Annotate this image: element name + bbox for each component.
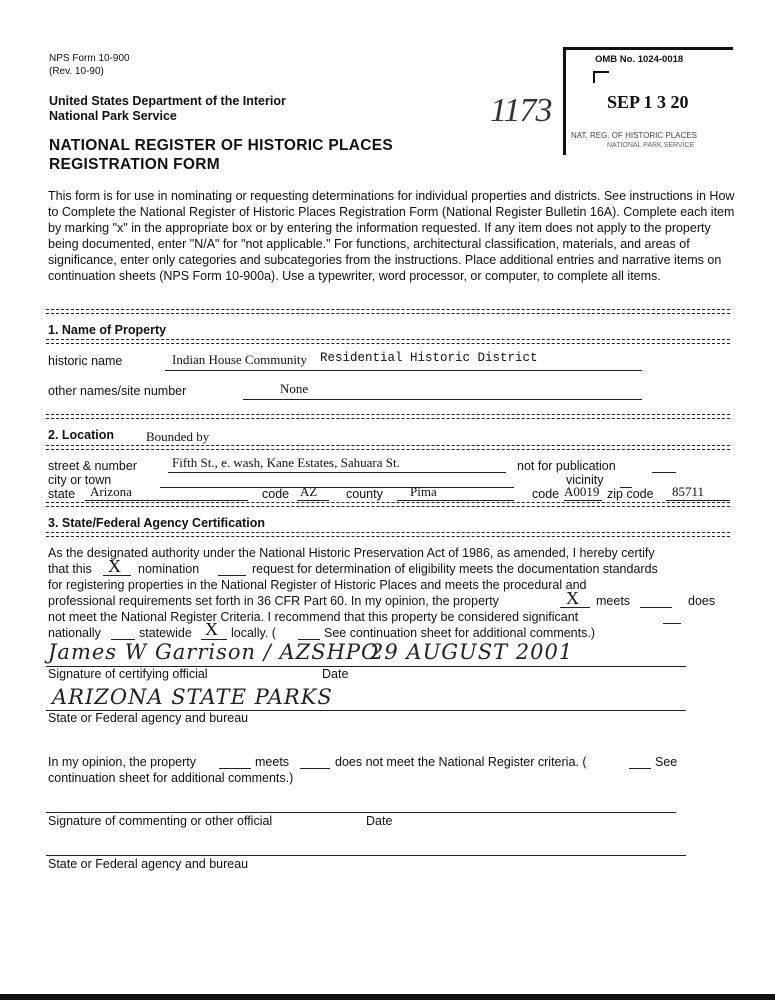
location-note: Bounded by	[146, 429, 210, 444]
historic-name-typed[interactable]: Residential Historic District	[320, 351, 538, 365]
stamp-left-border	[563, 47, 566, 155]
commenting-agency-line	[46, 855, 686, 856]
instructions-paragraph: This form is for use in nominating or requesting determinations for individual properties and districts. See instructions in How to Complete the National Register of Historic Places Registration Form (National Register Bulletin 16A). Complete each item by marking "x" in the appropriate box or by entering the information requested. If any item does not apply to the property being documented, enter "N/A" for "not applicable." For functions, architectural classification, materials, and areas of significance, enter only categories and subcategories from the instructions. Place additional entries and narrative items on continuation sheets (NPS Form 10-900a). Use a typewriter, word processor, or computer, to complete all items.	[48, 189, 735, 284]
department-name: United States Department of the Interior	[49, 94, 286, 108]
commenting-signature-label: Signature of commenting or other official	[48, 814, 273, 828]
other-names-line	[243, 399, 642, 400]
handwritten-reference-number: 1173	[490, 92, 552, 129]
significance-line	[663, 623, 681, 624]
stamp-omb-number: OMB No. 1024-0018	[595, 54, 684, 65]
certification-line-1: As the designated authority under the National Historic Preservation Act of 1986, as amended, I hereby certify	[48, 546, 655, 560]
not-for-publication-label: not for publication	[517, 459, 616, 473]
scan-bottom-edge	[0, 994, 775, 1000]
certifying-signature: James W Garrison / AZSHPO	[48, 640, 380, 664]
state-line	[85, 500, 248, 501]
certification-line-6d: See continuation sheet for additional comments.)	[324, 626, 595, 640]
city-town-label: city or town	[48, 473, 112, 487]
separator	[46, 414, 730, 421]
form-revision: (Rev. 10-90)	[49, 66, 104, 77]
commenting-signature-line	[46, 812, 676, 813]
county-label: county	[346, 487, 383, 501]
stamp-corner-mark	[593, 71, 609, 83]
certification-line-2c: request for determination of eligibility meets the documentation standards	[252, 562, 658, 576]
certification-line-4b: meets	[596, 594, 631, 608]
determination-checkbox[interactable]	[218, 575, 246, 576]
commenting-line-2: continuation sheet for additional comments.)	[48, 771, 294, 785]
stamp-top-border	[563, 47, 733, 50]
meets-mark: X	[566, 588, 579, 608]
separator	[46, 445, 730, 452]
certification-line-4c: does	[688, 594, 716, 608]
stamp-park-service-line: NATIONAL PARK SERVICE	[607, 142, 695, 149]
not-for-publication-checkbox[interactable]	[652, 472, 676, 473]
zip-code-value[interactable]: 85711	[672, 484, 705, 499]
certification-line-5: not meet the National Register Criteria. I recommend that this property be considered significant	[48, 610, 579, 624]
section-2-heading: 2. Location	[48, 428, 114, 442]
commenting-does-not-meet-checkbox[interactable]	[300, 768, 330, 769]
receipt-stamp	[563, 47, 733, 155]
county-code-line	[564, 500, 602, 501]
stamp-register-line: NAT. REG. OF HISTORIC PLACES	[571, 131, 697, 140]
commenting-line-1a: In my opinion, the property	[48, 755, 196, 769]
does-not-meet-checkbox[interactable]	[640, 607, 672, 608]
commenting-meets-checkbox[interactable]	[219, 768, 251, 769]
separator	[46, 309, 730, 316]
commenting-line-1b: meets	[255, 755, 290, 769]
county-value[interactable]: Pima	[410, 484, 437, 499]
zip-code-label: zip code	[607, 487, 654, 501]
other-names-label: other names/site number	[48, 384, 187, 398]
certification-line-6b: statewide	[139, 626, 192, 640]
commenting-date-label: Date	[366, 814, 393, 828]
date-label: Date	[322, 667, 349, 681]
zip-code-line	[666, 500, 730, 501]
state-code-line	[297, 500, 329, 501]
certification-line-2a: that this	[48, 562, 92, 576]
section-1-heading: 1. Name of Property	[48, 323, 167, 337]
service-name: National Park Service	[49, 109, 177, 123]
historic-name-label: historic name	[48, 354, 123, 368]
vicinity-label: vicinity	[566, 473, 604, 487]
form-number: NPS Form 10-900	[49, 53, 130, 64]
separator	[46, 502, 730, 509]
commenting-continuation-checkbox[interactable]	[629, 768, 651, 769]
state-label: state	[48, 487, 76, 501]
county-code-value[interactable]: A0019	[564, 484, 600, 499]
city-town-line[interactable]	[160, 487, 514, 488]
section-3-heading: 3. State/Federal Agency Certification	[48, 516, 265, 530]
commenting-agency-label: State or Federal agency and bureau	[48, 857, 249, 871]
street-number-line	[168, 472, 506, 473]
certification-line-3: for registering properties in the National Register of Historic Places and meets the procedural and	[48, 578, 587, 592]
certification-line-4a: professional requirements set forth in 36 CFR Part 60. In my opinion, the property	[48, 594, 499, 608]
agency-handwritten: ARIZONA STATE PARKS	[52, 685, 333, 709]
signature-label: Signature of certifying official	[48, 667, 208, 681]
certification-line-6a: nationally	[48, 626, 101, 640]
commenting-line-1d: See	[655, 755, 678, 769]
state-value[interactable]: Arizona	[90, 484, 132, 499]
certification-line-6c: locally. (	[231, 626, 276, 640]
locally-mark: X	[205, 619, 218, 639]
county-line	[397, 500, 514, 501]
commenting-line-1c: does not meet the National Register criteria. (	[335, 755, 587, 769]
separator	[46, 339, 730, 346]
separator	[46, 532, 730, 539]
street-number-value[interactable]: Fifth St., e. wash, Kane Estates, Sahuara St.	[172, 455, 400, 470]
stamp-received-date: SEP 1 3 20	[607, 92, 689, 112]
form-title-line2: REGISTRATION FORM	[49, 156, 220, 173]
historic-name-line	[165, 370, 642, 371]
other-names-value[interactable]: None	[280, 381, 309, 396]
certification-line-2b: nomination	[138, 562, 200, 576]
state-code-label: code	[262, 487, 290, 501]
agency-label: State or Federal agency and bureau	[48, 711, 249, 725]
certifying-date: 29 AUGUST 2001	[370, 640, 574, 664]
historic-name-handwritten[interactable]: Indian House Community	[172, 352, 308, 367]
county-code-label: code	[532, 487, 560, 501]
nomination-mark: X	[108, 556, 121, 576]
form-title-line1: NATIONAL REGISTER OF HISTORIC PLACES	[49, 137, 394, 154]
state-code-value[interactable]: AZ	[300, 484, 318, 499]
street-number-label: street & number	[48, 459, 137, 473]
